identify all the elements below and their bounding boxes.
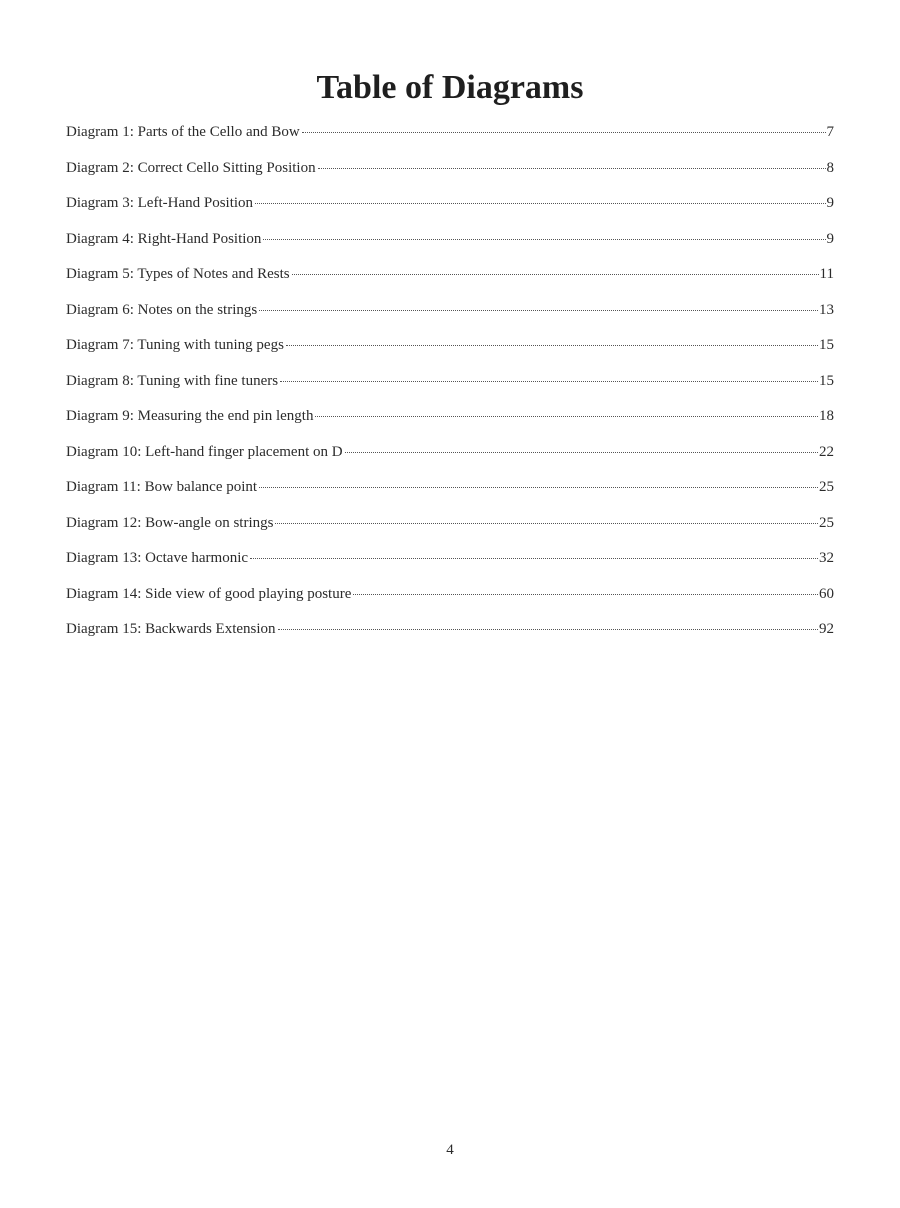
toc-entry[interactable] <box>66 582 834 618</box>
toc-entry[interactable] <box>66 404 834 440</box>
dot-leader <box>259 486 818 488</box>
dot-leader <box>280 380 818 382</box>
toc-entry[interactable] <box>66 440 834 476</box>
toc-entry-label: Diagram 4: Right-Hand Position <box>66 230 262 247</box>
dot-leader <box>302 131 826 133</box>
toc-entry-label: Diagram 12: Bow-angle on strings <box>66 514 274 531</box>
toc-entry-label: Diagram 2: Correct Cello Sitting Position <box>66 159 316 176</box>
dot-leader <box>250 557 818 559</box>
toc-entry-label: Diagram 8: Tuning with fine tuners <box>66 372 279 389</box>
toc-entry-page: 22 <box>819 443 834 460</box>
toc-entry-page: 25 <box>819 479 834 495</box>
toc-entry[interactable] <box>66 511 834 547</box>
dot-leader <box>315 415 818 417</box>
toc-entry[interactable] <box>66 617 834 653</box>
toc-entry[interactable] <box>66 262 834 298</box>
toc-entry[interactable] <box>66 120 834 156</box>
toc-entry-label: Diagram 5: Types of Notes and Rests <box>66 266 290 282</box>
toc-entry-page: 92 <box>819 621 834 637</box>
toc-entry-label: Diagram 7: Tuning with tuning pegs <box>66 337 284 353</box>
toc-entry-label: Diagram 14: Side view of good playing posture <box>66 585 352 602</box>
toc-entry-label: Diagram 13: Octave harmonic <box>66 550 249 566</box>
toc-entry[interactable] <box>66 546 834 582</box>
toc-entry-page: 25 <box>819 514 834 531</box>
toc-entry[interactable] <box>66 475 834 511</box>
toc-entry-page: 7 <box>826 124 834 140</box>
toc-entry[interactable] <box>66 156 834 192</box>
toc-entry-page: 9 <box>826 230 834 247</box>
toc-entry-page: 32 <box>819 550 834 566</box>
dot-leader <box>255 202 825 204</box>
toc-entry-label: Diagram 9: Measuring the end pin length <box>66 408 314 424</box>
toc-entry[interactable] <box>66 333 834 369</box>
dot-leader <box>292 273 819 275</box>
toc-entry-label: Diagram 15: Backwards Extension <box>66 621 276 637</box>
dot-leader <box>278 628 818 630</box>
page-number: 4 <box>446 1142 454 1158</box>
dot-leader <box>353 593 818 595</box>
toc-entry[interactable] <box>66 369 834 405</box>
dot-leader <box>259 309 818 311</box>
toc-entry-label: Diagram 3: Left-Hand Position <box>66 195 254 211</box>
toc-entry[interactable] <box>66 191 834 227</box>
toc-entry-page: 13 <box>819 301 834 318</box>
toc-entry[interactable] <box>66 227 834 263</box>
dot-leader <box>275 522 818 524</box>
dot-leader <box>286 344 818 346</box>
page-title: Table of Diagrams <box>316 68 584 106</box>
table-of-diagrams-list <box>66 120 834 653</box>
dot-leader <box>263 238 825 240</box>
toc-entry-page: 8 <box>826 159 834 176</box>
toc-entry-page: 11 <box>819 266 834 282</box>
toc-entry-page: 60 <box>819 585 834 602</box>
toc-entry-label: Diagram 11: Bow balance point <box>66 479 258 495</box>
toc-entry-page: 15 <box>819 337 834 353</box>
toc-entry-page: 15 <box>819 372 834 389</box>
toc-entry-label: Diagram 10: Left-hand finger placement on D <box>66 443 343 460</box>
dot-leader <box>318 167 826 169</box>
toc-entry-label: Diagram 6: Notes on the strings <box>66 301 258 318</box>
toc-entry[interactable] <box>66 298 834 334</box>
toc-entry-page: 9 <box>826 195 834 211</box>
toc-entry-page: 18 <box>819 408 834 424</box>
toc-entry-label: Diagram 1: Parts of the Cello and Bow <box>66 124 300 140</box>
dot-leader <box>345 451 818 453</box>
